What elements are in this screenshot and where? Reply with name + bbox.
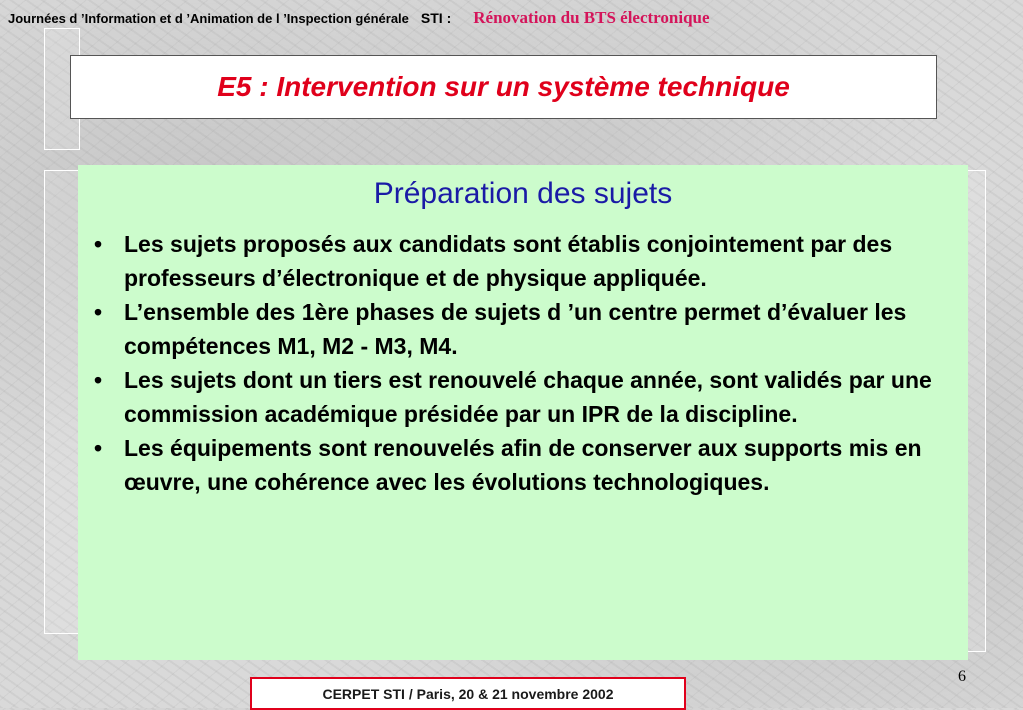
section-title: Préparation des sujets bbox=[373, 177, 673, 210]
header-sti-text: STI : bbox=[420, 10, 452, 26]
header-org-text: Journées d ’Information et d ’Animation de l ’Inspection générale bbox=[8, 11, 409, 26]
bullet-item: • Les sujets dont un tiers est renouvelé chaque année, sont validés par une commission académique présidée par un IPR de la discipline. bbox=[94, 363, 968, 431]
footer-text: CERPET STI / Paris, 20 & 21 novembre 2002 bbox=[322, 685, 614, 702]
content-panel bbox=[78, 165, 968, 660]
slide-header bbox=[8, 8, 710, 30]
bullet-item: • Les équipements sont renouvelés afin de conserver aux supports mis en œuvre, une cohérence avec les évolutions technologiques. bbox=[94, 431, 968, 499]
bullet-list bbox=[78, 227, 968, 499]
slide-title-box bbox=[70, 55, 937, 119]
bullet-item: • Les sujets proposés aux candidats sont établis conjointement par des professeurs d’électronique et de physique appliquée. bbox=[94, 227, 968, 295]
decorative-frame-left bbox=[44, 170, 80, 634]
page-number: 6 bbox=[958, 668, 966, 685]
slide-title: E5 : Intervention sur un système technique bbox=[217, 71, 790, 102]
bullet-item: • L’ensemble des 1ère phases de sujets d ’un centre permet d’évaluer les compétences M1, M2 - M3, M4. bbox=[94, 295, 968, 363]
footer-box bbox=[250, 677, 686, 710]
header-topic-text: Rénovation du BTS électronique bbox=[473, 8, 710, 27]
